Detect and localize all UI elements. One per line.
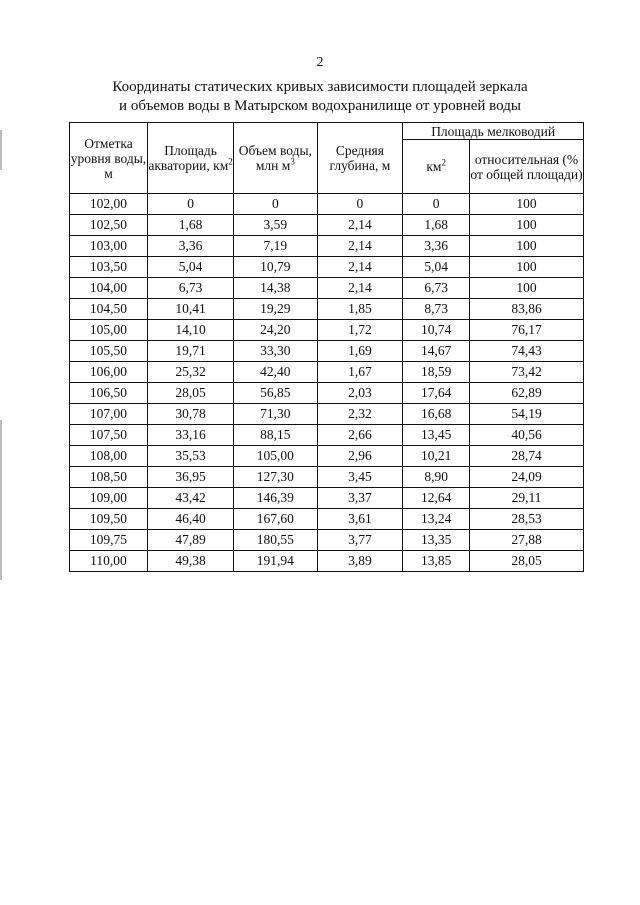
header-shallow-group xyxy=(403,123,584,140)
cell-depth: 3,37 xyxy=(317,488,403,509)
cell-shallow-rel: 28,05 xyxy=(470,551,584,572)
cell-shallow-km: 0 xyxy=(403,194,470,215)
header-shallow-km-label: км xyxy=(426,159,442,175)
cell-volume: 10,79 xyxy=(234,257,317,278)
cell-shallow-rel: 28,53 xyxy=(470,509,584,530)
cell-area: 1,68 xyxy=(147,215,233,236)
cell-volume: 105,00 xyxy=(234,446,317,467)
table-row xyxy=(70,236,584,257)
cell-shallow-km: 10,21 xyxy=(403,446,470,467)
cell-volume: 19,29 xyxy=(234,299,317,320)
table-row xyxy=(70,383,584,404)
cell-volume: 146,39 xyxy=(234,488,317,509)
cell-level: 110,00 xyxy=(70,551,148,572)
table-body xyxy=(70,194,584,572)
table-row xyxy=(70,278,584,299)
cell-shallow-km: 6,73 xyxy=(403,278,470,299)
cell-level: 103,00 xyxy=(70,236,148,257)
scan-edge-mark xyxy=(0,130,2,170)
cell-depth: 1,69 xyxy=(317,341,403,362)
cell-depth: 2,66 xyxy=(317,425,403,446)
cell-depth: 2,14 xyxy=(317,257,403,278)
cell-area: 33,16 xyxy=(147,425,233,446)
cell-level: 102,00 xyxy=(70,194,148,215)
header-shallow-group-label: Площадь мелководий xyxy=(431,123,556,139)
cell-volume: 180,55 xyxy=(234,530,317,551)
cell-area: 19,71 xyxy=(147,341,233,362)
cell-depth: 2,32 xyxy=(317,404,403,425)
cell-shallow-km: 3,36 xyxy=(403,236,470,257)
cell-shallow-rel: 73,42 xyxy=(470,362,584,383)
table-row xyxy=(70,467,584,488)
cell-area: 35,53 xyxy=(147,446,233,467)
cell-area: 3,36 xyxy=(147,236,233,257)
cell-volume: 3,59 xyxy=(234,215,317,236)
cell-shallow-rel: 27,88 xyxy=(470,530,584,551)
cell-depth: 1,67 xyxy=(317,362,403,383)
cell-shallow-km: 18,59 xyxy=(403,362,470,383)
cell-depth: 2,96 xyxy=(317,446,403,467)
header-area xyxy=(147,123,233,194)
cell-area: 10,41 xyxy=(147,299,233,320)
cell-volume: 167,60 xyxy=(234,509,317,530)
cell-volume: 7,19 xyxy=(234,236,317,257)
cell-shallow-rel: 100 xyxy=(470,257,584,278)
cell-shallow-km: 17,64 xyxy=(403,383,470,404)
cell-shallow-km: 12,64 xyxy=(403,488,470,509)
cell-shallow-km: 8,73 xyxy=(403,299,470,320)
cell-shallow-rel: 74,43 xyxy=(470,341,584,362)
cell-shallow-km: 5,04 xyxy=(403,257,470,278)
table-row xyxy=(70,320,584,341)
cell-shallow-rel: 100 xyxy=(470,215,584,236)
cell-depth: 2,14 xyxy=(317,278,403,299)
cell-level: 105,50 xyxy=(70,341,148,362)
header-area-sup: 2 xyxy=(228,156,233,167)
cell-level: 104,00 xyxy=(70,278,148,299)
cell-level: 109,50 xyxy=(70,509,148,530)
table-row xyxy=(70,299,584,320)
cell-shallow-rel: 100 xyxy=(470,194,584,215)
cell-area: 30,78 xyxy=(147,404,233,425)
cell-level: 105,00 xyxy=(70,320,148,341)
header-area-label: Площадь акватории, км xyxy=(148,143,229,173)
cell-shallow-rel: 100 xyxy=(470,236,584,257)
cell-depth: 3,45 xyxy=(317,467,403,488)
header-shallow-rel xyxy=(470,140,584,194)
cell-area: 43,42 xyxy=(147,488,233,509)
cell-level: 106,00 xyxy=(70,362,148,383)
cell-depth: 1,72 xyxy=(317,320,403,341)
table-row xyxy=(70,551,584,572)
cell-level: 108,00 xyxy=(70,446,148,467)
data-table xyxy=(69,122,584,572)
cell-shallow-km: 14,67 xyxy=(403,341,470,362)
cell-volume: 191,94 xyxy=(234,551,317,572)
header-depth xyxy=(317,123,403,194)
cell-depth: 3,61 xyxy=(317,509,403,530)
table-row xyxy=(70,362,584,383)
cell-level: 106,50 xyxy=(70,383,148,404)
table-row xyxy=(70,488,584,509)
cell-shallow-rel: 40,56 xyxy=(470,425,584,446)
cell-level: 108,50 xyxy=(70,467,148,488)
cell-shallow-rel: 28,74 xyxy=(470,446,584,467)
cell-level: 109,75 xyxy=(70,530,148,551)
cell-depth: 0 xyxy=(317,194,403,215)
cell-level: 109,00 xyxy=(70,488,148,509)
header-depth-label: Средняя глубина, м xyxy=(329,143,391,173)
cell-volume: 14,38 xyxy=(234,278,317,299)
cell-volume: 33,30 xyxy=(234,341,317,362)
table-row xyxy=(70,446,584,467)
cell-shallow-km: 13,85 xyxy=(403,551,470,572)
cell-depth: 3,89 xyxy=(317,551,403,572)
cell-area: 5,04 xyxy=(147,257,233,278)
cell-shallow-rel: 62,89 xyxy=(470,383,584,404)
table-row xyxy=(70,530,584,551)
table-row xyxy=(70,341,584,362)
cell-area: 47,89 xyxy=(147,530,233,551)
cell-shallow-km: 10,74 xyxy=(403,320,470,341)
header-shallow-rel-label: относительная (% от общей площади) xyxy=(470,151,583,182)
cell-depth: 2,14 xyxy=(317,236,403,257)
page-title xyxy=(0,78,640,116)
cell-area: 28,05 xyxy=(147,383,233,404)
cell-shallow-km: 13,35 xyxy=(403,530,470,551)
cell-shallow-rel: 83,86 xyxy=(470,299,584,320)
cell-shallow-rel: 100 xyxy=(470,278,584,299)
cell-area: 0 xyxy=(147,194,233,215)
cell-depth: 2,03 xyxy=(317,383,403,404)
cell-volume: 42,40 xyxy=(234,362,317,383)
header-volume xyxy=(234,123,317,194)
table-row xyxy=(70,509,584,530)
cell-volume: 24,20 xyxy=(234,320,317,341)
cell-shallow-rel: 76,17 xyxy=(470,320,584,341)
table-row xyxy=(70,425,584,446)
table-header xyxy=(70,123,584,194)
table-row xyxy=(70,404,584,425)
title-line-1: Координаты статических кривых зависимости площадей зеркала xyxy=(112,79,528,95)
cell-shallow-km: 13,24 xyxy=(403,509,470,530)
cell-depth: 1,85 xyxy=(317,299,403,320)
cell-shallow-rel: 54,19 xyxy=(470,404,584,425)
cell-shallow-km: 16,68 xyxy=(403,404,470,425)
cell-shallow-km: 8,90 xyxy=(403,467,470,488)
cell-area: 49,38 xyxy=(147,551,233,572)
header-volume-sup: 3 xyxy=(290,156,295,167)
cell-shallow-rel: 29,11 xyxy=(470,488,584,509)
header-shallow-km-sup: 2 xyxy=(441,157,446,168)
cell-level: 102,50 xyxy=(70,215,148,236)
header-shallow-km xyxy=(403,140,470,194)
cell-depth: 2,14 xyxy=(317,215,403,236)
cell-level: 103,50 xyxy=(70,257,148,278)
cell-level: 107,50 xyxy=(70,425,148,446)
cell-area: 36,95 xyxy=(147,467,233,488)
cell-volume: 88,15 xyxy=(234,425,317,446)
header-level xyxy=(70,123,148,194)
table-row xyxy=(70,257,584,278)
cell-level: 104,50 xyxy=(70,299,148,320)
cell-shallow-km: 1,68 xyxy=(403,215,470,236)
table-row xyxy=(70,215,584,236)
cell-area: 25,32 xyxy=(147,362,233,383)
table-row xyxy=(70,194,584,215)
page-number: 2 xyxy=(316,55,324,70)
cell-volume: 56,85 xyxy=(234,383,317,404)
scan-edge-mark xyxy=(0,420,2,580)
cell-shallow-rel: 24,09 xyxy=(470,467,584,488)
cell-area: 6,73 xyxy=(147,278,233,299)
cell-area: 46,40 xyxy=(147,509,233,530)
cell-level: 107,00 xyxy=(70,404,148,425)
title-line-2: и объемов воды в Матырском водохранилище от уровней воды xyxy=(119,98,521,114)
cell-volume: 0 xyxy=(234,194,317,215)
header-level-label: Отметка уровня воды, м xyxy=(70,135,147,181)
cell-volume: 127,30 xyxy=(234,467,317,488)
header-volume-label: Объем воды, млн м xyxy=(238,143,312,173)
cell-area: 14,10 xyxy=(147,320,233,341)
cell-depth: 3,77 xyxy=(317,530,403,551)
cell-shallow-km: 13,45 xyxy=(403,425,470,446)
cell-volume: 71,30 xyxy=(234,404,317,425)
